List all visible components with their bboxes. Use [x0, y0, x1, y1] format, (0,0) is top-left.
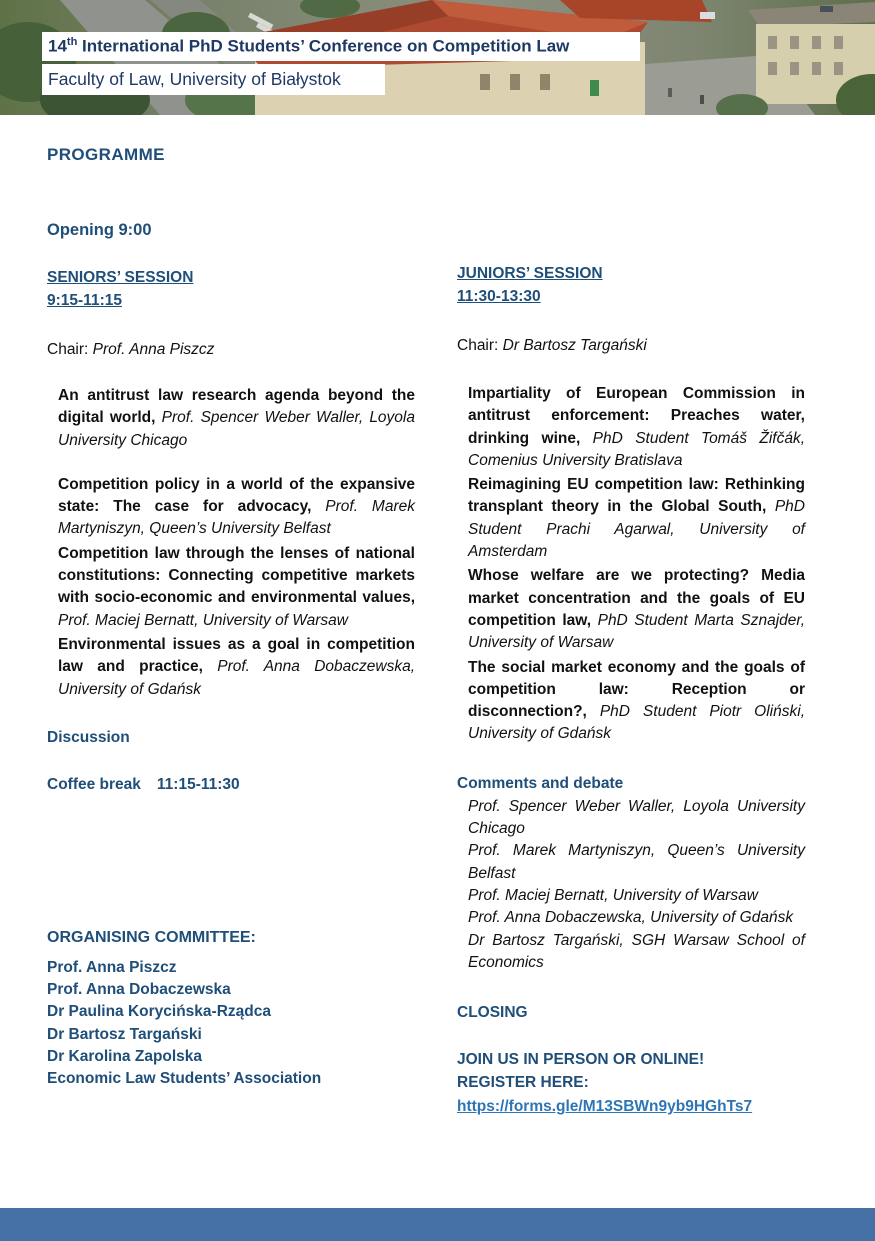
title-superscript: th [66, 36, 78, 49]
committee-member: Dr Karolina Zapolska [47, 1048, 203, 1066]
page-title: PROGRAMME [47, 145, 165, 164]
committee-heading: ORGANISING COMMITTEE: [47, 928, 256, 946]
commenter: Prof. Anna Dobaczewska, University of Gdańsk [468, 909, 794, 927]
talk-item: Competition policy in a world of the expansive state: The case for advocacy, Prof. Marek Martyniszyn, Queen’s University Belfast [58, 475, 415, 538]
seniors-column [47, 262, 415, 1091]
coffee-break-line [47, 776, 415, 794]
comments-and-debate-heading: Comments and debate [457, 774, 624, 792]
commenter: Dr Bartosz Targański, SGH Warsaw School of Economics [468, 931, 805, 971]
juniors-chair-line: Chair: Dr Bartosz Targański [457, 337, 647, 354]
seniors-session-heading [47, 266, 415, 312]
talk-item: Competition law through the lenses of national constitutions: Connecting competitive markets with socio-economic and environmental values, Prof. Maciej Bernatt, University of Warsaw [58, 544, 415, 629]
committee-member: Prof. Anna Piszcz [47, 958, 177, 976]
committee-list [47, 957, 415, 1091]
juniors-column [457, 262, 805, 1118]
faculty-subtitle-box [42, 64, 385, 95]
opening-line: Opening 9:00 [47, 221, 152, 239]
committee-member: Dr Bartosz Targański [47, 1025, 202, 1043]
footer-bar [0, 1208, 875, 1241]
juniors-chair-name: Dr Bartosz Targański [502, 337, 647, 354]
talk-item: Whose welfare are we protecting? Media market concentration and the goals of EU competition law, PhD Student Marta Sznajder, University of Warsaw [468, 567, 805, 652]
seniors-chair-line: Chair: Prof. Anna Piszcz [47, 341, 215, 358]
talk-item: Environmental issues as a goal in competition law and practice, Prof. Anna Dobaczewska, University of Gdańsk [58, 635, 415, 698]
header-banner [0, 0, 875, 115]
juniors-talk-list [457, 383, 805, 746]
juniors-session-heading [457, 262, 805, 308]
seniors-talk-list [47, 385, 415, 701]
organising-committee-section [47, 926, 415, 1091]
juniors-session-title: JUNIORS’ SESSION [457, 265, 603, 282]
registration-link[interactable]: https://forms.gle/M13SBWn9yb9HGhTs7 [457, 1098, 753, 1116]
committee-member: Prof. Anna Dobaczewska [47, 981, 231, 999]
two-column-layout [47, 262, 875, 1118]
commenter: Prof. Maciej Bernatt, University of Warsaw [468, 886, 758, 904]
coffee-break-time: 11:15-11:30 [156, 775, 240, 793]
commenter-list [457, 796, 805, 974]
conference-title: 14th International PhD Students’ Conference on Competition Law [48, 36, 570, 56]
faculty-subtitle: Faculty of Law, University of Białystok [48, 69, 341, 89]
seniors-session-title: SENIORS’ SESSION [47, 269, 194, 286]
talk-item: An antitrust law research agenda beyond the digital world, Prof. Spencer Weber Waller, Loyola University Chicago [58, 387, 415, 449]
talk-item: Reimagining EU competition law: Rethinking transplant theory in the Global South, PhD Student Prachi Agarwal, University of Amsterdam [468, 476, 805, 561]
talk-item: Impartiality of European Commission in antitrust enforcement: Preaches water, drinking wine, PhD Student Tomáš Žifčák, Comenius University Bratislava [468, 385, 805, 469]
register-here-line: REGISTER HERE: [457, 1074, 589, 1092]
registration-section [457, 1048, 805, 1118]
committee-member: Economic Law Students’ Association [47, 1070, 322, 1088]
seniors-session-time: 9:15-11:15 [47, 292, 122, 309]
conference-title-box [42, 32, 640, 61]
join-us-line: JOIN US IN PERSON OR ONLINE! [457, 1051, 705, 1069]
seniors-chair-name: Prof. Anna Piszcz [92, 341, 215, 358]
juniors-session-time: 11:30-13:30 [457, 288, 541, 305]
coffee-break-label: Coffee break [47, 775, 141, 793]
commenter: Prof. Spencer Weber Waller, Loyola University Chicago [468, 797, 805, 838]
discussion-label: Discussion [47, 728, 130, 746]
programme-page [0, 145, 875, 1118]
closing-label: CLOSING [457, 1004, 528, 1022]
commenter: Prof. Marek Martyniszyn, Queen’s University Belfast [468, 842, 805, 882]
committee-member: Dr Paulina Korycińska-Rządca [47, 1003, 271, 1021]
talk-item: The social market economy and the goals of competition law: Reception or disconnection?, PhD Student Piotr Oliński, University of Gdańsk [468, 658, 805, 743]
